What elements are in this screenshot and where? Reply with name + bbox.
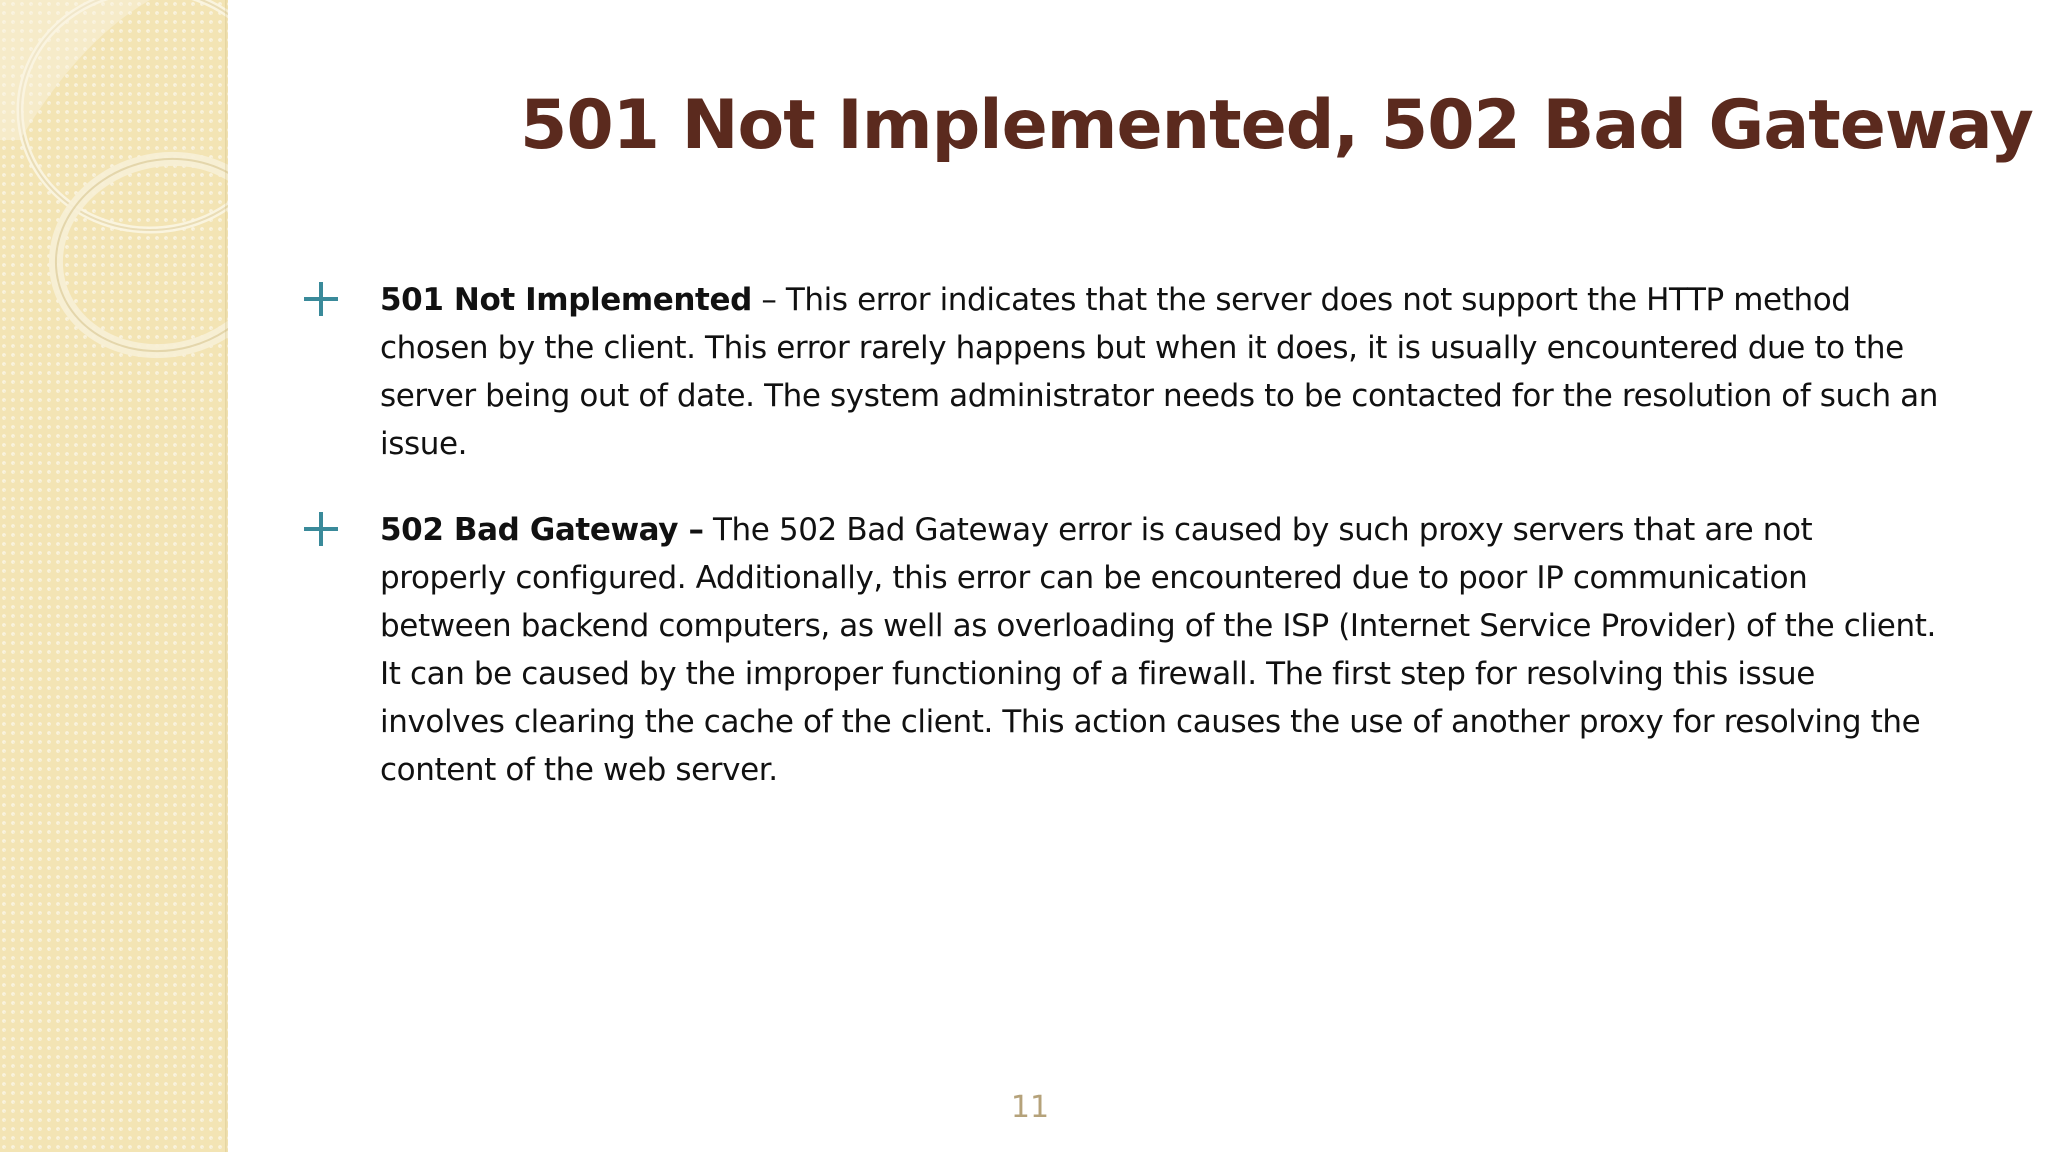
bullet-term: 502 Bad Gateway – (380, 512, 704, 548)
page-number: 11 (1010, 1090, 1050, 1125)
plus-icon (300, 508, 342, 550)
bullet-item (300, 506, 1940, 794)
bullet-item (300, 276, 1940, 468)
bullet-list (300, 276, 1940, 832)
bullet-text (380, 506, 1940, 794)
swirl-decoration-icon (0, 0, 228, 420)
decorative-side-panel (0, 0, 228, 1152)
bullet-description: The 502 Bad Gateway error is caused by such proxy servers that are not properly configured. Additionally, this error can be encountered due to poor IP communication between backend computers, as well as overloading of the ISP (Internet Service Provider) of the client. It can be caused by the improper functioning of a firewall. The first step for resolving this issue involves clearing the cache of the client. This action causes the use of another proxy for resolving the content of the web server. (380, 512, 1936, 788)
bullet-description: – This error indicates that the server does not support the HTTP method chosen by the client. This error rarely happens but when it does, it is usually encountered due to the server being out of date. The system administrator needs to be contacted for the resolution of such an issue. (380, 282, 1938, 462)
bullet-term: 501 Not Implemented (380, 282, 752, 318)
plus-icon (300, 278, 342, 320)
slide-title: 501 Not Implemented, 502 Bad Gateway (520, 86, 2033, 165)
bullet-text (380, 276, 1940, 468)
